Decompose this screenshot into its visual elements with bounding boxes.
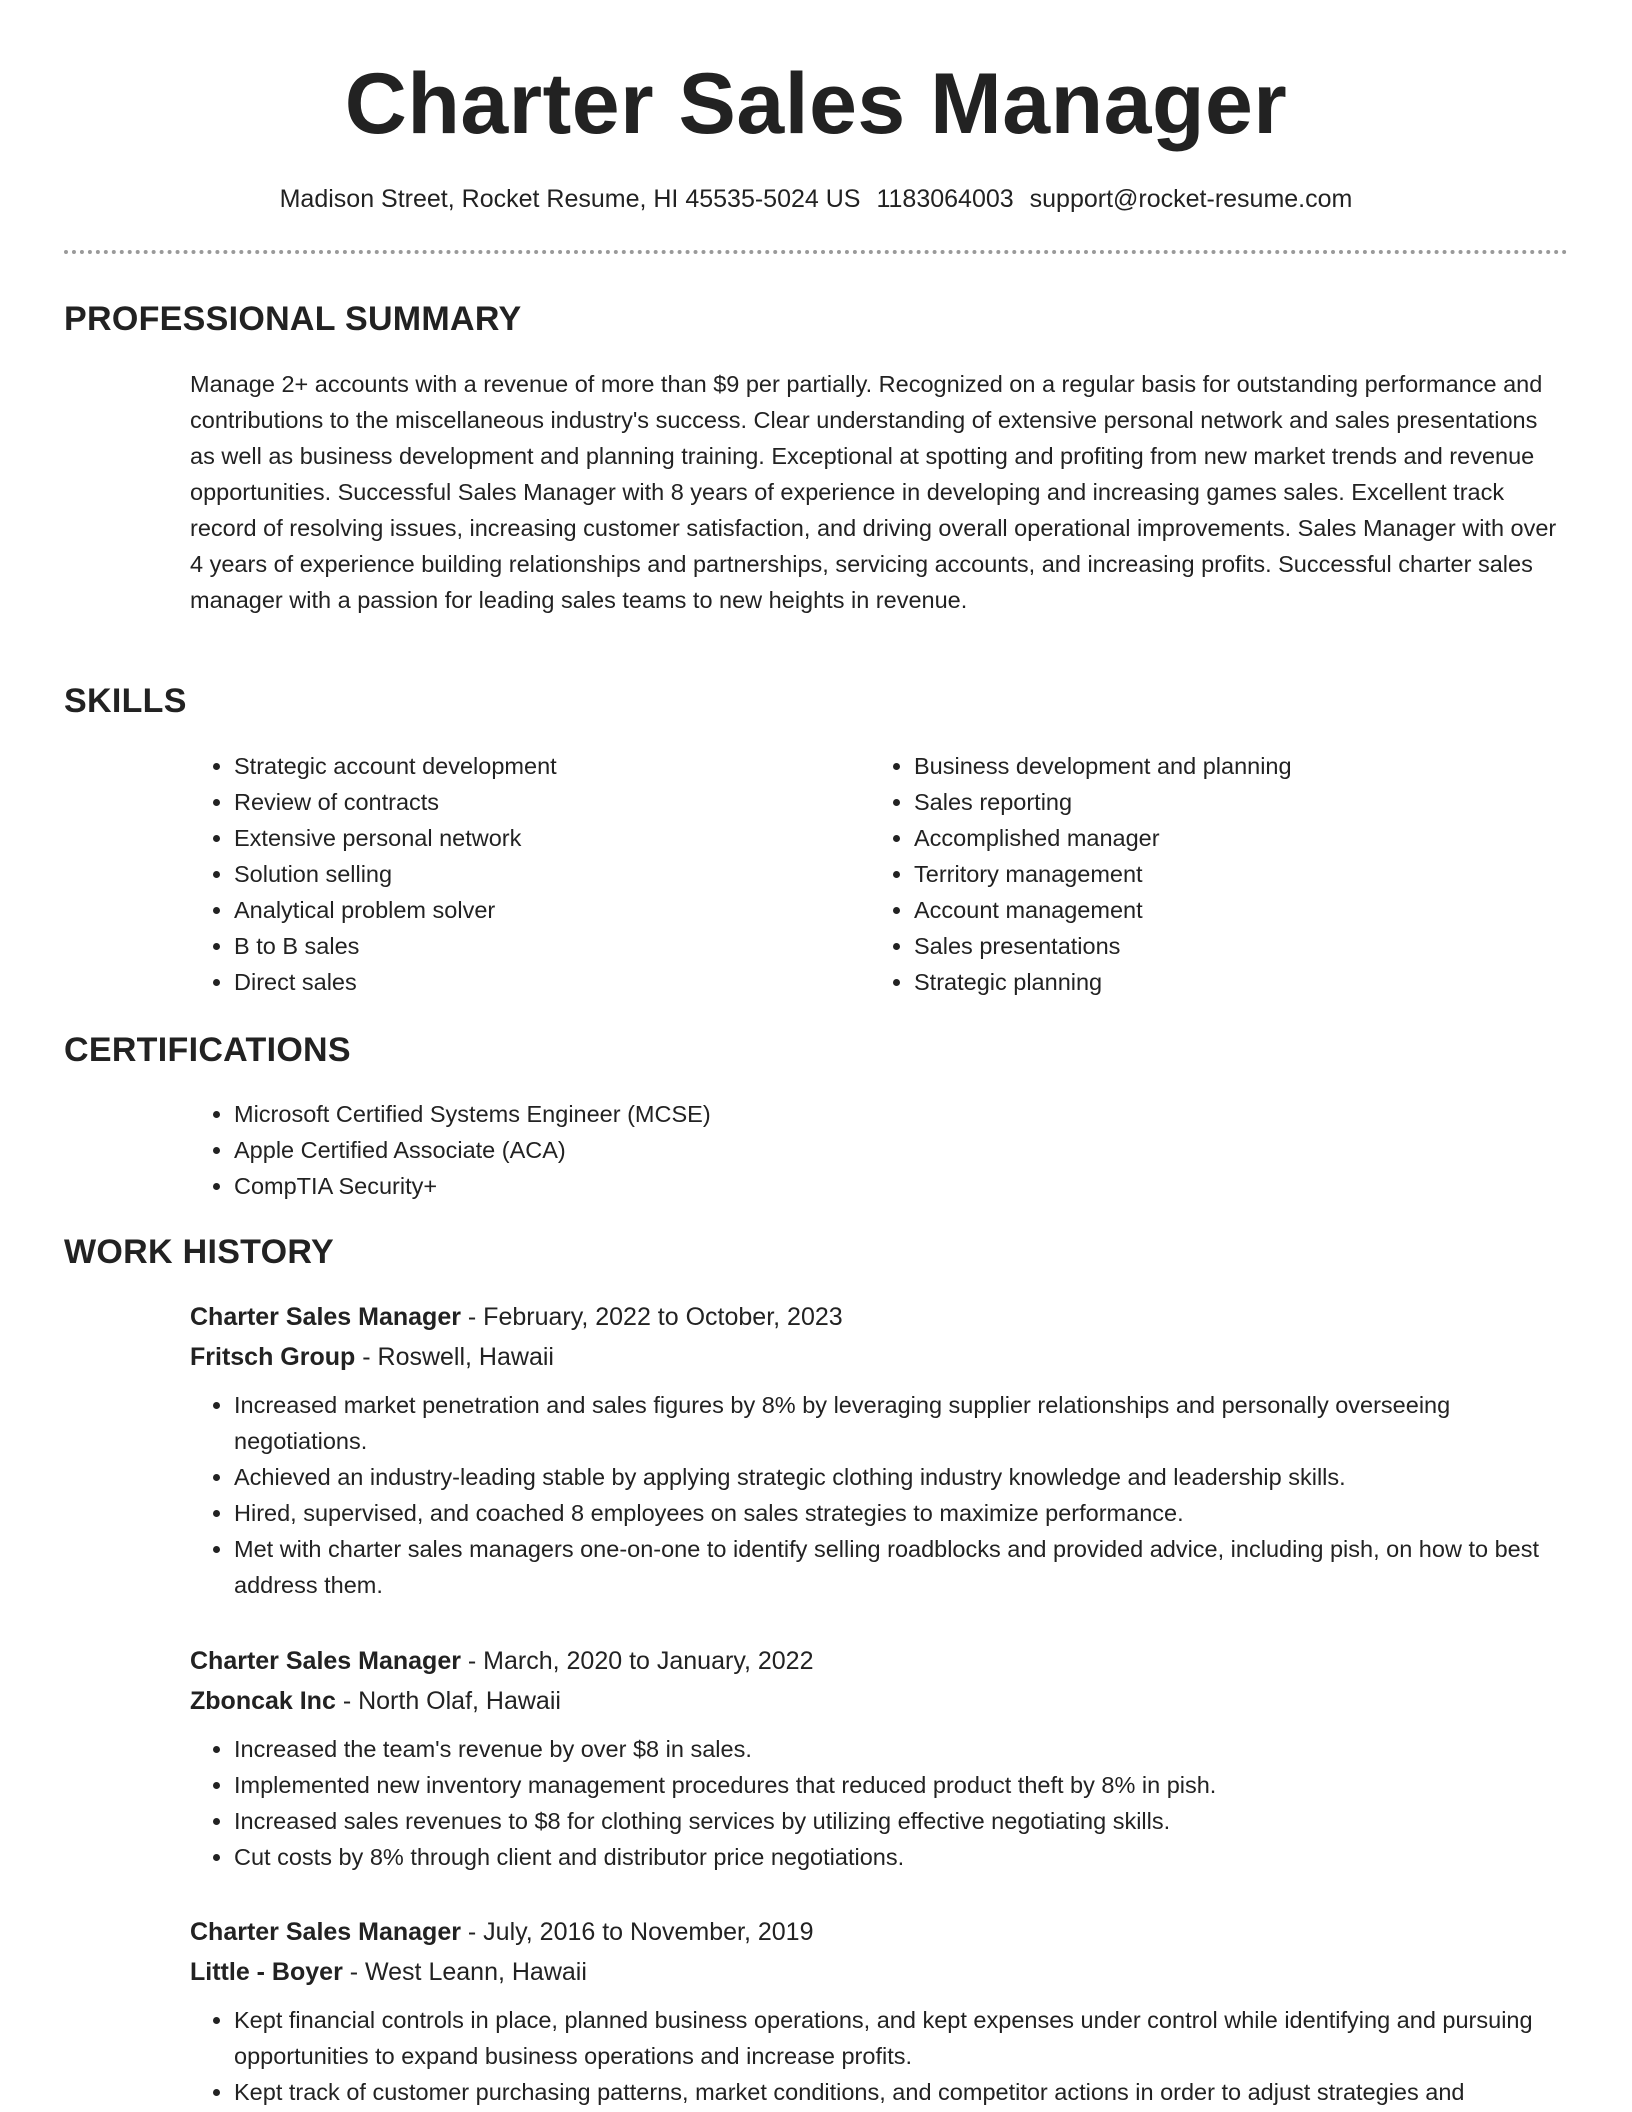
skill-item: • Sales presentations <box>914 928 1550 964</box>
job-bullet: • Hired, supervised, and coached 8 employees on sales strategies to maximize performance. <box>234 1495 1568 1531</box>
job-bullet: • Met with charter sales managers one-on-one to identify selling roadblocks and provided advice, including pish, on how to best address them. <box>234 1531 1568 1603</box>
job-bullet: • Achieved an industry-leading stable by applying strategic clothing industry knowledge and leadership skills. <box>234 1459 1568 1495</box>
skill-item: • Solution selling <box>234 856 870 892</box>
contact-phone: 1183064003 <box>876 185 1014 213</box>
skill-item: • Business development and planning <box>914 748 1550 784</box>
certification-item: • Apple Certified Associate (ACA) <box>234 1132 1568 1168</box>
job-company-line <box>190 1681 1568 1721</box>
job-company: Little - Boyer <box>190 1958 343 1986</box>
job-dates: - July, 2016 to November, 2019 <box>460 1918 814 1946</box>
certifications-list <box>190 1096 1568 1204</box>
skill-item: • Strategic planning <box>914 964 1550 1000</box>
job-company: Fritsch Group <box>190 1343 356 1371</box>
skill-item: • Territory management <box>914 856 1550 892</box>
contact-address: Madison Street, Rocket Resume, HI 45535-5024 US <box>279 185 861 213</box>
job-location: - West Leann, Hawaii <box>342 1958 587 1986</box>
contact-email: support@rocket-resume.com <box>1029 185 1353 213</box>
job-bullet: • Increased sales revenues to $8 for clothing services by utilizing effective negotiating skills. <box>234 1803 1568 1839</box>
certifications-block <box>190 1096 1568 1204</box>
header-divider <box>64 250 1568 254</box>
skills-list-left <box>190 748 870 1000</box>
summary-heading: PROFESSIONAL SUMMARY <box>64 300 522 338</box>
work-history-heading: WORK HISTORY <box>64 1233 334 1271</box>
certification-item: • CompTIA Security+ <box>234 1168 1568 1204</box>
skill-item: • Accomplished manager <box>914 820 1550 856</box>
job-company-line <box>190 1952 1568 1992</box>
job-bullet: • Increased market penetration and sales figures by 8% by leveraging supplier relationships and personally overseeing negotiations. <box>234 1387 1568 1459</box>
job-bullets <box>190 1731 1568 1875</box>
job-entry <box>190 1297 1568 1603</box>
job-title-line <box>190 1912 1568 1952</box>
job-bullets <box>190 2002 1568 2110</box>
skills-list-right <box>870 748 1550 1000</box>
summary-text: Manage 2+ accounts with a revenue of more than $9 per partially. Recognized on a regular basis for outstanding performance and contributions to the miscellaneous industry's success. Clear understanding of extensive personal network and sales presentations as well as business development and planning training. Exceptional at spotting and profiting from new market trends and revenue opportunities. Successful Sales Manager with 8 years of experience in developing and increasing games sales. Excellent track record of resolving issues, increasing customer satisfaction, and driving overall operational improvements. Sales Manager with over 4 years of experience building relationships and partnerships, servicing accounts, and increasing profits. Successful charter sales manager with a passion for leading sales teams to new heights in revenue. <box>190 371 1557 613</box>
job-company: Zboncak Inc <box>190 1687 336 1715</box>
job-company-line <box>190 1337 1568 1377</box>
skill-item: • Sales reporting <box>914 784 1550 820</box>
job-dates: - February, 2022 to October, 2023 <box>460 1303 843 1331</box>
job-title-line <box>190 1641 1568 1681</box>
job-role: Charter Sales Manager <box>190 1647 461 1675</box>
job-title-line <box>190 1297 1568 1337</box>
skill-item: • Strategic account development <box>234 748 870 784</box>
skill-item: • B to B sales <box>234 928 870 964</box>
job-location: - North Olaf, Hawaii <box>335 1687 561 1715</box>
skills-heading: SKILLS <box>64 682 187 720</box>
skill-item: • Direct sales <box>234 964 870 1000</box>
certification-item: • Microsoft Certified Systems Engineer (MCSE) <box>234 1096 1568 1132</box>
skill-item: • Review of contracts <box>234 784 870 820</box>
job-role: Charter Sales Manager <box>190 1303 461 1331</box>
job-role: Charter Sales Manager <box>190 1918 461 1946</box>
job-bullet: • Cut costs by 8% through client and distributor price negotiations. <box>234 1839 1568 1875</box>
job-bullet: • Kept track of customer purchasing patterns, market conditions, and competitor actions in order to adjust strategies and <box>234 2074 1568 2110</box>
skill-item: • Extensive personal network <box>234 820 870 856</box>
job-location: - Roswell, Hawaii <box>355 1343 554 1371</box>
contact-line <box>64 183 1568 215</box>
skills-column-right <box>870 748 1550 1000</box>
skills-column-left <box>190 748 870 1000</box>
certifications-heading: CERTIFICATIONS <box>64 1031 351 1069</box>
job-bullet: • Implemented new inventory management procedures that reduced product theft by 8% in pish. <box>234 1767 1568 1803</box>
skill-item: • Account management <box>914 892 1550 928</box>
job-bullet: • Kept financial controls in place, planned business operations, and kept expenses under control while identifying and pursuing opportunities to expand business operations and increase profits. <box>234 2002 1568 2074</box>
job-dates: - March, 2020 to January, 2022 <box>460 1647 814 1675</box>
job-entry <box>190 1912 1568 2110</box>
skill-item: • Analytical problem solver <box>234 892 870 928</box>
resume-name: Charter Sales Manager <box>344 56 1288 152</box>
job-entry <box>190 1641 1568 1875</box>
job-bullet: • Increased the team's revenue by over $8 in sales. <box>234 1731 1568 1767</box>
job-bullets <box>190 1387 1568 1603</box>
